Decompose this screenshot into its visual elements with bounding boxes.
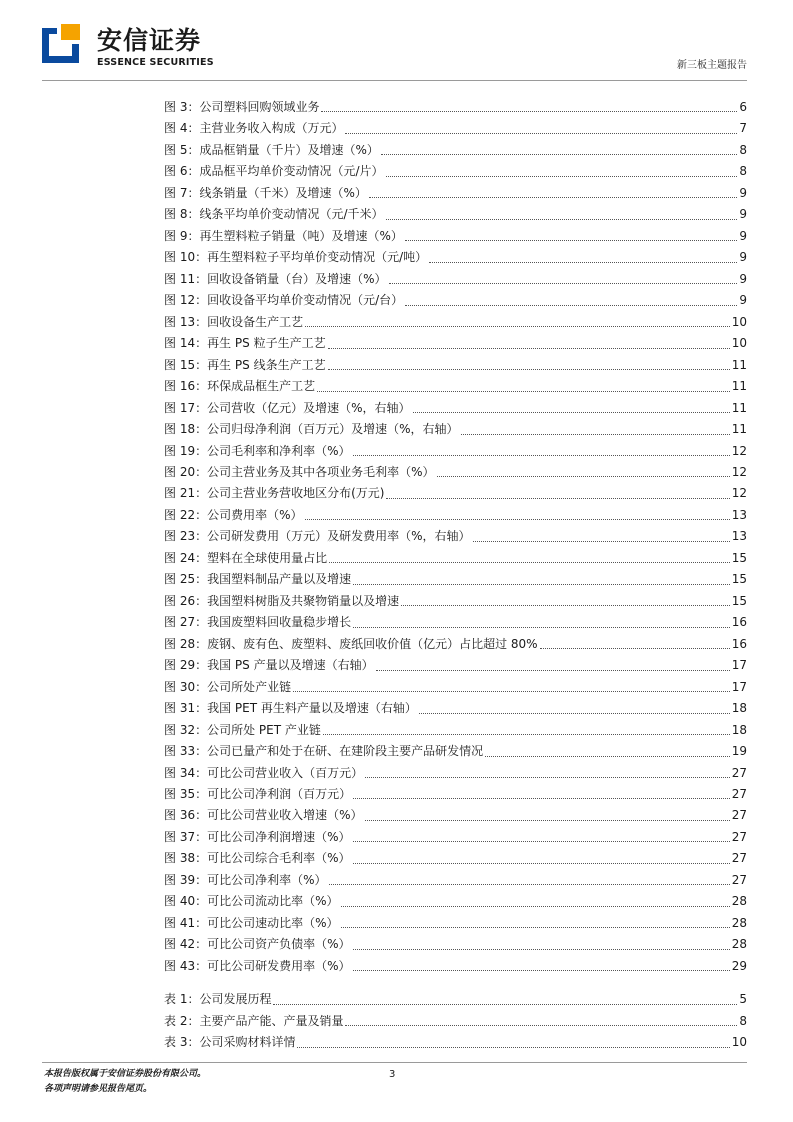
page-number: 3 (389, 1069, 396, 1080)
dot-leader (389, 283, 738, 284)
toc-figure-entry[interactable] (164, 913, 747, 934)
toc-entry-label: 图 25：我国塑料制品产量以及增速 (164, 572, 352, 587)
toc-entry-label: 图 17：公司营收（亿元）及增速（%，右轴） (164, 400, 411, 415)
toc-table-entry[interactable] (164, 989, 747, 1011)
toc-entry-label: 图 14：再生 PS 粒子生产工艺 (164, 336, 326, 351)
dot-leader (405, 305, 737, 306)
dot-leader (328, 369, 730, 370)
toc-figure-entry[interactable] (164, 591, 747, 612)
toc-page-number: 28 (731, 937, 747, 952)
toc-page-number: 6 (739, 100, 747, 114)
dot-leader (369, 197, 738, 198)
dot-leader (328, 348, 730, 349)
toc-page-number: 13 (731, 507, 747, 522)
toc-page-number: 9 (739, 185, 747, 200)
toc-entry-label: 图 16：环保成品框生产工艺 (164, 379, 316, 394)
toc-page-number: 27 (731, 851, 747, 866)
toc-figure-entry[interactable] (164, 312, 747, 333)
toc-figure-entry[interactable] (164, 956, 747, 977)
dot-leader (386, 176, 738, 177)
toc-entry-label: 图 30：公司所处产业链 (164, 679, 292, 694)
dot-leader (365, 777, 730, 778)
toc-entry-label: 图 40：可比公司流动比率（%） (164, 894, 339, 909)
toc-page-number: 15 (731, 550, 747, 565)
toc-entry-label: 图 37：可比公司净利润增速（%） (164, 829, 351, 844)
dot-leader (365, 820, 730, 821)
toc-figure-entry[interactable] (164, 805, 747, 826)
toc-page-number: 10 (731, 314, 747, 329)
toc-page-number: 18 (731, 722, 747, 737)
toc-entry-label: 图 31：我国 PET 再生料产量以及增速（右轴） (164, 701, 417, 716)
copyright-notice: 本报告版权属于安信证券股份有限公司。 (44, 1069, 207, 1079)
toc-figure-entry[interactable] (164, 204, 747, 225)
toc-entry-label: 图 34：可比公司营业收入（百万元） (164, 765, 364, 780)
toc-entry-label: 图 21：公司主营业务营收地区分布(万元) (164, 486, 385, 501)
toc-entry-label: 图 33：公司已量产和处于在研、在建阶段主要产品研发情况 (164, 744, 484, 759)
toc-figure-entry[interactable] (164, 741, 747, 762)
toc-page-number: 8 (739, 142, 747, 157)
toc-figure-entry[interactable] (164, 934, 747, 955)
toc-page-number: 27 (731, 829, 747, 844)
dot-leader (381, 154, 738, 155)
dot-leader (293, 691, 730, 692)
dot-leader (297, 1047, 729, 1048)
dot-leader (419, 713, 730, 714)
toc-page-number: 18 (731, 701, 747, 716)
toc-entry-label: 图 3：公司塑料回购领域业务 (164, 100, 320, 114)
toc-page-number: 12 (731, 443, 747, 458)
toc-figure-entry[interactable] (164, 247, 747, 268)
toc-entry-label: 图 36：可比公司营业收入增速（%） (164, 808, 363, 823)
dot-leader (329, 562, 730, 563)
dot-leader (437, 476, 730, 477)
dot-leader (305, 326, 730, 327)
toc-figure-entry[interactable] (164, 376, 747, 397)
toc-figure-entry[interactable] (164, 569, 747, 590)
toc-page-number: 11 (731, 422, 747, 437)
essence-logo-icon (42, 24, 82, 66)
toc-page-number: 17 (731, 658, 747, 673)
dot-leader (429, 262, 737, 263)
toc-page-number: 27 (731, 872, 747, 887)
dot-leader (353, 970, 730, 971)
toc-page-number: 16 (731, 615, 747, 630)
toc-figure-entry[interactable] (164, 827, 747, 848)
toc-figure-entry[interactable] (164, 870, 747, 891)
toc-page-number: 11 (731, 357, 747, 372)
toc-figure-entry[interactable] (164, 720, 747, 741)
toc-entry-label: 图 11：回收设备销量（台）及增速（%） (164, 271, 387, 286)
toc-figure-entry[interactable] (164, 183, 747, 204)
brand-name-chinese: 安信证券 (97, 26, 202, 55)
toc-entry-label: 图 4：主营业务收入构成（万元） (164, 121, 344, 136)
toc-entry-label: 表 2：主要产品产能、产量及销量 (164, 1013, 344, 1028)
dot-leader (353, 949, 730, 950)
table-index-list (164, 989, 747, 1054)
toc-entry-label: 图 19：公司毛利率和净利率（%） (164, 443, 351, 458)
toc-figure-entry[interactable] (164, 140, 747, 161)
toc-figure-entry[interactable] (164, 677, 747, 698)
dot-leader (273, 1004, 737, 1005)
dot-leader (405, 240, 738, 241)
toc-figure-entry[interactable] (164, 97, 747, 118)
toc-page-number: 16 (731, 636, 747, 651)
dot-leader (353, 627, 730, 628)
toc-figure-entry[interactable] (164, 784, 747, 805)
dot-leader (321, 111, 737, 112)
toc-page-number: 9 (739, 250, 747, 265)
dot-leader (353, 798, 730, 799)
toc-page-number: 7 (739, 121, 747, 136)
toc-entry-label: 图 38：可比公司综合毛利率（%） (164, 851, 351, 866)
toc-entry-label: 图 18：公司归母净利润（百万元）及增速（%，右轴） (164, 422, 459, 437)
toc-entry-label: 图 5：成品框销量（千片）及增速（%） (164, 142, 379, 157)
toc-figure-entry[interactable] (164, 462, 747, 483)
toc-entry-label: 图 20：公司主营业务及其中各项业务毛利率（%） (164, 464, 435, 479)
toc-figure-entry[interactable] (164, 526, 747, 547)
toc-figure-entry[interactable] (164, 634, 747, 655)
toc-figure-entry[interactable] (164, 763, 747, 784)
logo-orange-block (61, 24, 80, 40)
toc-page-number: 28 (731, 915, 747, 930)
toc-figure-entry[interactable] (164, 505, 747, 526)
toc-entry-label: 图 28：废钢、废有色、废塑料、废纸回收价值（亿元）占比超过 80% (164, 636, 538, 651)
toc-page-number: 17 (731, 679, 747, 694)
dot-leader (323, 734, 730, 735)
toc-page-number: 27 (731, 787, 747, 801)
toc-figure-entry[interactable] (164, 290, 747, 311)
toc-page-number: 9 (739, 271, 747, 286)
toc-page-number: 12 (731, 486, 747, 501)
report-type-label: 新三板主题报告 (677, 60, 747, 71)
toc-page-number: 11 (731, 379, 747, 394)
toc-entry-label: 图 10：再生塑料粒子平均单价变动情况（元/吨） (164, 250, 428, 265)
toc-entry-label: 图 39：可比公司净利率（%） (164, 872, 327, 887)
toc-figure-entry[interactable] (164, 698, 747, 719)
toc-page-number: 12 (731, 464, 747, 479)
dot-leader (485, 756, 730, 757)
toc-page-number: 5 (739, 992, 747, 1006)
toc-figure-entry[interactable] (164, 333, 747, 354)
dot-leader (401, 605, 730, 606)
dot-leader (305, 519, 730, 520)
toc-entry-label: 图 23：公司研发费用（万元）及研发费用率（%，右轴） (164, 529, 471, 544)
toc-page-number: 15 (731, 593, 747, 608)
toc-entry-label: 图 9：再生塑料粒子销量（吨）及增速（%） (164, 228, 403, 243)
dot-leader (317, 391, 730, 392)
toc-figure-entry[interactable] (164, 548, 747, 569)
toc-entry-label: 图 35：可比公司净利润（百万元） (164, 787, 352, 801)
toc-entry-label: 图 41：可比公司速动比率（%） (164, 915, 339, 930)
dot-leader (345, 1025, 737, 1026)
toc-entry-label: 图 32：公司所处 PET 产业链 (164, 722, 321, 737)
toc-figure-entry[interactable] (164, 612, 747, 633)
toc-entry-label: 表 3：公司采购材料详情 (164, 1035, 296, 1049)
footer-divider (42, 1062, 747, 1063)
dot-leader (341, 927, 730, 928)
dot-leader (329, 884, 730, 885)
toc-figure-entry[interactable] (164, 226, 747, 247)
toc-figure-entry[interactable] (164, 891, 747, 912)
toc-page-number: 10 (731, 1035, 747, 1049)
toc-page-number: 27 (731, 765, 747, 780)
toc-figure-entry[interactable] (164, 419, 747, 440)
toc-page-number: 10 (731, 336, 747, 351)
toc-entry-label: 图 26：我国塑料树脂及共聚物销量以及增速 (164, 593, 400, 608)
toc-entry-label: 图 29：我国 PS 产量以及增速（右轴） (164, 658, 374, 673)
toc-figure-entry[interactable] (164, 118, 747, 139)
toc-entry-label: 图 27：我国废塑料回收量稳步增长 (164, 615, 352, 630)
dot-leader (376, 670, 730, 671)
toc-figure-entry[interactable] (164, 398, 747, 419)
header-divider (42, 80, 747, 81)
toc-page-number: 28 (731, 894, 747, 909)
dot-leader (345, 133, 737, 134)
dot-leader (473, 541, 730, 542)
toc-entry-label: 图 22：公司费用率（%） (164, 507, 303, 522)
toc-entry-label: 图 13：回收设备生产工艺 (164, 314, 304, 329)
toc-page-number: 29 (731, 958, 747, 973)
toc-figure-entry[interactable] (164, 355, 747, 376)
toc-page-number: 13 (731, 529, 747, 544)
toc-figure-entry[interactable] (164, 269, 747, 290)
toc-page-number: 9 (739, 293, 747, 308)
dot-leader (540, 648, 730, 649)
dot-leader (341, 906, 730, 907)
dot-leader (353, 841, 730, 842)
toc-page-number: 8 (739, 1013, 747, 1028)
toc-page-number: 9 (739, 228, 747, 243)
toc-page-number: 27 (731, 808, 747, 823)
toc-page-number: 8 (739, 164, 747, 179)
toc-entry-label: 图 6：成品框平均单价变动情况（元/片） (164, 164, 384, 179)
toc-figure-entry[interactable] (164, 441, 747, 462)
toc-figure-entry[interactable] (164, 483, 747, 504)
dot-leader (353, 863, 730, 864)
toc-entry-label: 图 43：可比公司研发费用率（%） (164, 958, 351, 973)
figure-index-list (164, 97, 747, 977)
toc-table-entry[interactable] (164, 1011, 747, 1033)
toc-entry-label: 图 15：再生 PS 线条生产工艺 (164, 357, 326, 372)
toc-entry-label: 图 42：可比公司资产负债率（%） (164, 937, 351, 952)
toc-figure-entry[interactable] (164, 655, 747, 676)
toc-table-entry[interactable] (164, 1032, 747, 1054)
dot-leader (386, 219, 738, 220)
toc-entry-label: 图 12：回收设备平均单价变动情况（元/台） (164, 293, 404, 308)
toc-entry-label: 表 1：公司发展历程 (164, 992, 272, 1006)
dot-leader (353, 584, 730, 585)
toc-page-number: 15 (731, 572, 747, 587)
toc-figure-entry[interactable] (164, 848, 747, 869)
toc-page-number: 19 (731, 744, 747, 759)
dot-leader (386, 498, 729, 499)
toc-page-number: 9 (739, 207, 747, 222)
disclaimer-notice: 各项声明请参见报告尾页。 (44, 1084, 153, 1094)
toc-entry-label: 图 8：线条平均单价变动情况（元/千米） (164, 207, 384, 222)
toc-figure-entry[interactable] (164, 161, 747, 182)
toc-entry-label: 图 24：塑料在全球使用量占比 (164, 550, 328, 565)
toc-page-number: 11 (731, 400, 747, 415)
dot-leader (353, 455, 730, 456)
brand-name-english: ESSENCE SECURITIES (97, 57, 214, 68)
dot-leader (461, 434, 730, 435)
toc-entry-label: 图 7：线条销量（千米）及增速（%） (164, 185, 367, 200)
dot-leader (413, 412, 730, 413)
